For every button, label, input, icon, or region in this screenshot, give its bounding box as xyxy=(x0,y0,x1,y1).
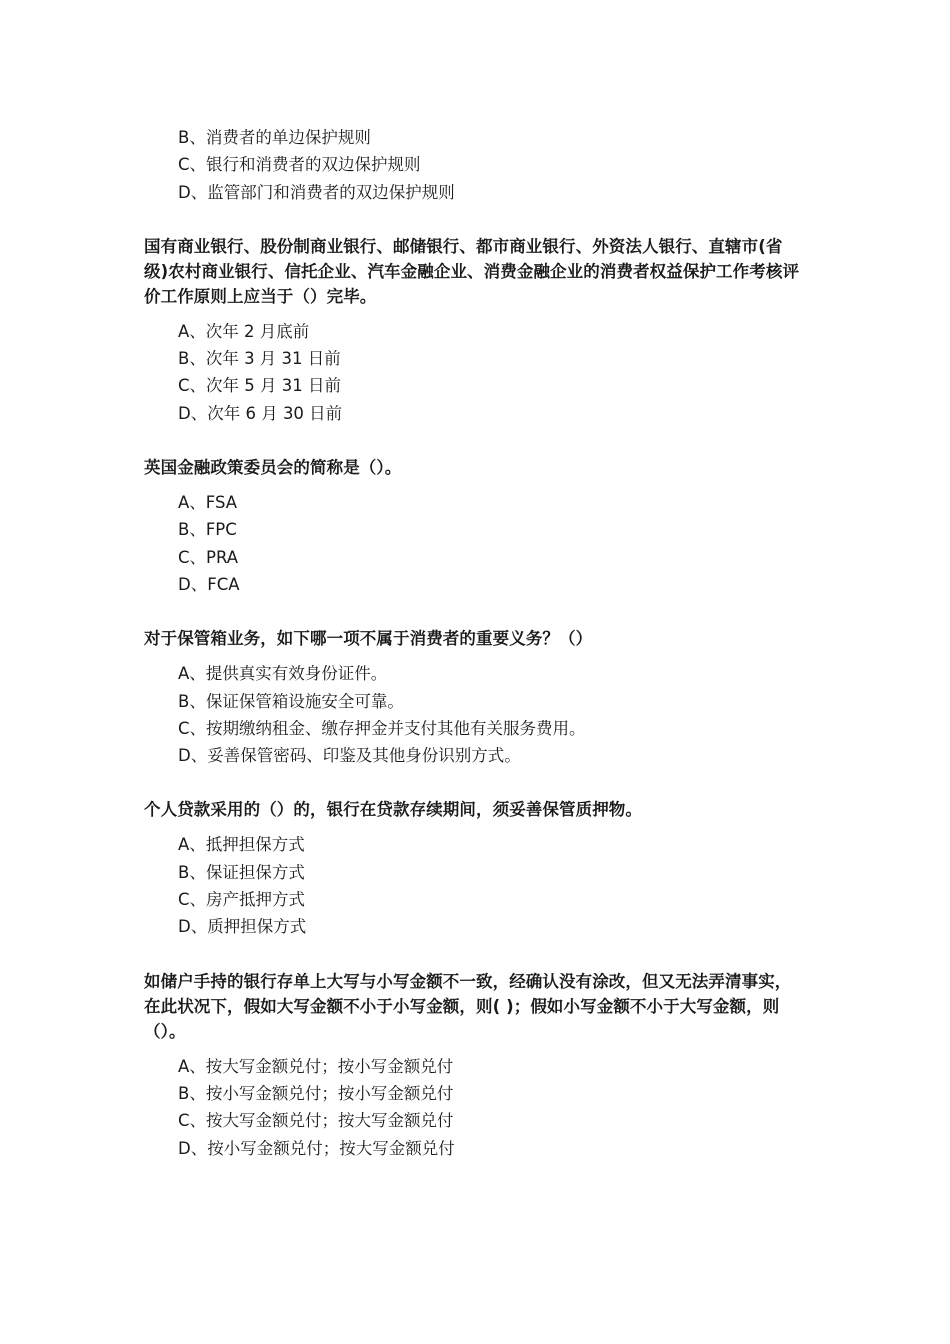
option-b: B、消费者的单边保护规则 xyxy=(178,128,371,147)
question-text: 对于保管箱业务，如下哪一项不属于消费者的重要义务？（） xyxy=(144,629,593,649)
question-text: 国有商业银行、股份制商业银行、邮储银行、都市商业银行、外资法人银行、直辖市(省级)农村商业银行、信托企业、汽车金融企业、消费金融企业的消费者权益保护工作考核评价工作原则上应当于（）完毕。 xyxy=(144,236,800,306)
option-d: D、质押担保方式 xyxy=(178,917,307,937)
question-block xyxy=(144,455,804,598)
question-block xyxy=(144,969,804,1162)
option-c: C、按期缴纳租金、缴存押金并支付其他有关服务费用。 xyxy=(178,718,586,738)
option-d: D、妥善保管密码、印鉴及其他身份识别方式。 xyxy=(178,746,521,766)
option-a: A、次年 2 月底前 xyxy=(178,321,310,341)
question-block xyxy=(144,797,804,940)
option-a: A、FSA xyxy=(178,493,238,513)
option-c: C、房产抵押方式 xyxy=(178,890,306,910)
option-list xyxy=(178,318,804,427)
option-b: B、按小写金额兑付；按小写金额兑付 xyxy=(178,1083,454,1103)
option-a: A、抵押担保方式 xyxy=(178,835,305,855)
question-block xyxy=(144,626,804,769)
option-list xyxy=(178,660,804,769)
option-list xyxy=(178,124,804,206)
option-list xyxy=(178,1053,804,1162)
option-c: C、按大写金额兑付；按大写金额兑付 xyxy=(178,1111,454,1131)
option-c: C、次年 5 月 31 日前 xyxy=(178,376,341,396)
option-c: C、PRA xyxy=(178,547,239,567)
option-d: D、按小写金额兑付；按大写金额兑付 xyxy=(178,1138,455,1158)
document-content xyxy=(144,124,804,1162)
question-block-continued xyxy=(144,124,804,206)
option-d: D、FCA xyxy=(178,574,240,594)
question-block xyxy=(144,234,804,427)
option-list xyxy=(178,489,804,598)
option-b: B、保证保管箱设施安全可靠。 xyxy=(178,691,404,711)
option-c: C、银行和消费者的双边保护规则 xyxy=(178,155,421,175)
option-b: B、次年 3 月 31 日前 xyxy=(178,349,341,369)
question-text: 如储户手持的银行存单上大写与小写金额不一致，经确认没有涂改，但又无法弄清事实，在此状况下，假如大写金额不小于小写金额，则( )；假如小写金额不小于大写金额，则（）。 xyxy=(144,971,792,1041)
option-d: D、次年 6 月 30 日前 xyxy=(178,403,343,423)
question-text: 个人贷款采用的（）的，银行在贷款存续期间，须妥善保管质押物。 xyxy=(144,800,642,820)
option-b: B、FPC xyxy=(178,520,237,540)
option-list xyxy=(178,831,804,940)
question-text: 英国金融政策委员会的简称是（）。 xyxy=(144,458,402,478)
option-a: A、提供真实有效身份证件。 xyxy=(178,664,388,684)
option-b: B、保证担保方式 xyxy=(178,862,305,882)
option-d: D、监管部门和消费者的双边保护规则 xyxy=(178,182,455,202)
option-a: A、按大写金额兑付；按小写金额兑付 xyxy=(178,1056,454,1076)
